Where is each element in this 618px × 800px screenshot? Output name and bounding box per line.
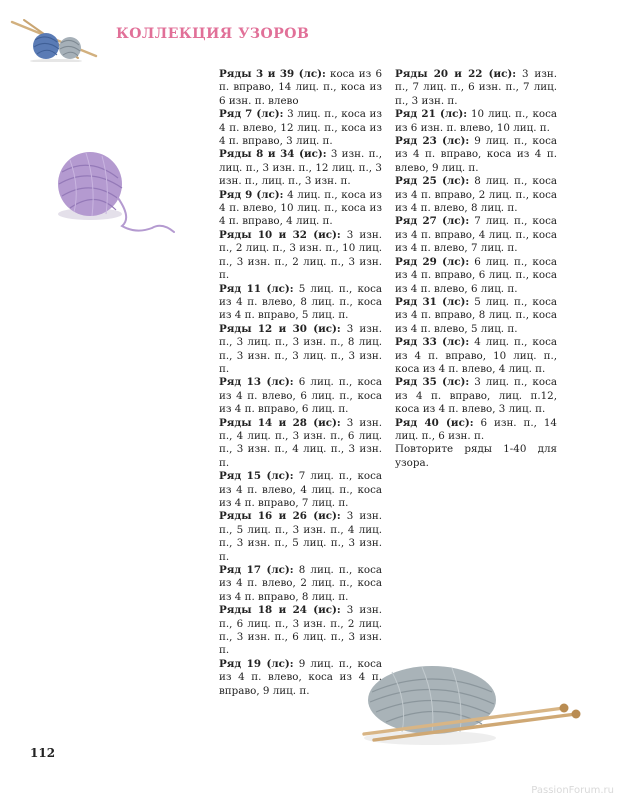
row-label: Ряд 7 (лс):	[219, 108, 284, 121]
row-label: Ряды 12 и 30 (ис):	[219, 322, 341, 335]
row-instruction	[219, 417, 382, 471]
row-text: 8 лиц. п., коса из 4 п. вправо, 2 лиц. п., коса из 4 п. влево, 8 лиц. п.	[395, 175, 557, 215]
row-text: 5 лиц. п., коса из 4 п. вправо, 8 лиц. п., коса из 4 п. влево, 5 лиц. п.	[395, 295, 557, 335]
row-instruction	[395, 256, 557, 296]
pattern-column-left	[219, 68, 382, 698]
row-text: Повторите ряды 1-40 для узора.	[395, 443, 557, 469]
row-label: Ряд 40 (ис):	[395, 416, 474, 429]
row-instruction	[219, 604, 382, 658]
gray-yarn-ball-with-needles-icon	[352, 652, 584, 748]
row-label: Ряды 8 и 34 (ис):	[219, 148, 327, 161]
watermark-text: PassionForum.ru	[531, 785, 614, 796]
row-label: Ряд 29 (лс):	[395, 255, 470, 268]
row-instruction	[219, 323, 382, 377]
row-text: 3 изн. п., 7 лиц. п., 6 изн. п., 7 лиц. п., 3 изн. п.	[395, 68, 557, 107]
row-label: Ряд 17 (лс):	[219, 564, 294, 577]
row-label: Ряд 9 (лс):	[219, 188, 284, 201]
row-label: Ряды 10 и 32 (ис):	[219, 228, 341, 241]
row-text: 4 лиц. п., коса из 4 п. влево, 10 лиц. п., коса из 4 п. вправо, 4 лиц. п.	[219, 188, 382, 228]
row-label: Ряд 21 (лс):	[395, 108, 468, 121]
row-text: 3 изн. п., 2 лиц. п., 3 изн. п., 10 лиц. п., 3 изн. п., 2 лиц. п., 3 изн. п.	[219, 228, 382, 282]
row-text: 9 лиц. п., коса из 4 п. вправо, коса из 4 п. влево, 9 лиц. п.	[395, 135, 557, 174]
row-text: 3 изн. п., 6 лиц. п., 3 изн. п., 2 лиц. п., 3 изн. п., 6 лиц. п., 3 изн. п.	[219, 604, 382, 657]
row-instruction	[395, 376, 557, 416]
section-title: КОЛЛЕКЦИЯ УЗОРОВ	[116, 26, 310, 42]
row-label: Ряд 19 (лс):	[219, 657, 294, 670]
repeat-instruction	[395, 443, 557, 470]
row-label: Ряд 27 (лс):	[395, 215, 470, 228]
row-text: 3 изн. п., 4 лиц. п., 3 изн. п., 6 лиц. п., 3 изн. п., 4 лиц. п., 3 изн. п.	[219, 416, 382, 469]
row-instruction	[219, 68, 382, 108]
row-label: Ряды 14 и 28 (ис):	[219, 416, 341, 429]
row-instruction	[395, 108, 557, 135]
row-text: 7 лиц. п., коса из 4 п. влево, 4 лиц. п., коса из 4 п. вправо, 7 лиц. п.	[219, 470, 382, 509]
row-text: 10 лиц. п., коса из 6 изн. п. влево, 10 лиц. п.	[395, 108, 557, 134]
row-label: Ряд 25 (лс):	[395, 175, 470, 188]
row-text: 4 лиц. п., коса из 4 п. вправо, 10 лиц. п., коса из 4 п. влево, 4 лиц. п.	[395, 336, 557, 375]
row-label: Ряд 23 (лс):	[395, 135, 470, 148]
row-instruction	[219, 229, 382, 283]
row-label: Ряд 35 (лс):	[395, 376, 470, 389]
row-instruction	[395, 215, 557, 255]
row-text: 5 лиц. п., коса из 4 п. влево, 8 лиц. п., коса из 4 п. вправо, 5 лиц. п.	[219, 282, 382, 322]
row-label: Ряд 31 (лс):	[395, 295, 470, 308]
yarn-balls-logo-icon	[8, 18, 104, 62]
row-text: 9 лиц. п., коса из 4 п. влево, коса из 4 п. вправо, 9 лиц. п.	[219, 657, 382, 697]
row-instruction	[395, 296, 557, 336]
page-number: 112	[30, 746, 56, 760]
row-text: 3 изн. п., 5 лиц. п., 3 изн. п., 4 лиц. п., 3 изн. п., 5 лиц. п., 3 изн. п.	[219, 510, 382, 563]
row-text: 3 лиц. п., коса из 4 п. вправо, лиц. п.12, коса из 4 п. влево, 3 лиц. п.	[395, 376, 557, 416]
row-text: коса из 6 п. вправо, 14 лиц. п., коса из 6 изн. п. влево	[219, 68, 382, 107]
purple-yarn-ball-icon	[40, 148, 190, 248]
pattern-column-right	[395, 68, 557, 470]
row-instruction	[219, 376, 382, 416]
row-instruction	[219, 283, 382, 323]
row-label: Ряд 11 (лс):	[219, 282, 294, 295]
row-label: Ряды 3 и 39 (лс):	[219, 68, 326, 80]
row-text: 8 лиц. п., коса из 4 п. влево, 2 лиц. п., коса из 4 п. вправо, 8 лиц. п.	[219, 564, 382, 603]
row-text: 6 лиц. п., коса из 4 п. вправо, 6 лиц. п., коса из 4 п. влево, 6 лиц. п.	[395, 255, 557, 295]
row-label: Ряды 18 и 24 (ис):	[219, 604, 341, 617]
row-text: 3 изн. п., 3 лиц. п., 3 изн. п., 8 лиц. п., 3 изн. п., 3 лиц. п., 3 изн. п.	[219, 322, 382, 375]
row-instruction	[395, 417, 557, 444]
row-text: 3 лиц. п., коса из 4 п. влево, 12 лиц. п., коса из 4 п. вправо, 3 лиц. п.	[219, 108, 382, 148]
row-text: 7 лиц. п., коса из 4 п. вправо, 4 лиц. п., коса из 4 п. влево, 7 лиц. п.	[395, 215, 557, 255]
row-text: 6 лиц. п., коса из 4 п. влево, 6 лиц. п., коса из 4 п. вправо, 6 лиц. п.	[219, 376, 382, 416]
row-label: Ряды 20 и 22 (ис):	[395, 68, 517, 80]
row-instruction	[219, 189, 382, 229]
row-instruction	[219, 510, 382, 564]
row-instruction	[219, 108, 382, 148]
row-label: Ряды 16 и 26 (ис):	[219, 510, 341, 523]
row-label: Ряд 15 (лс):	[219, 470, 294, 483]
row-text: 3 изн. п., лиц. п., 3 изн. п., 12 лиц. п., 3 изн. п., лиц. п., 3 изн. п.	[219, 148, 382, 188]
row-instruction	[395, 135, 557, 175]
row-instruction	[219, 470, 382, 510]
row-instruction	[219, 148, 382, 188]
row-label: Ряд 13 (лс):	[219, 376, 294, 389]
row-instruction	[219, 564, 382, 604]
row-text: 6 изн. п., 14 лиц. п., 6 изн. п.	[395, 416, 557, 442]
row-label: Ряд 33 (лс):	[395, 336, 470, 349]
row-instruction	[395, 175, 557, 215]
row-instruction	[395, 68, 557, 108]
row-instruction	[395, 336, 557, 376]
